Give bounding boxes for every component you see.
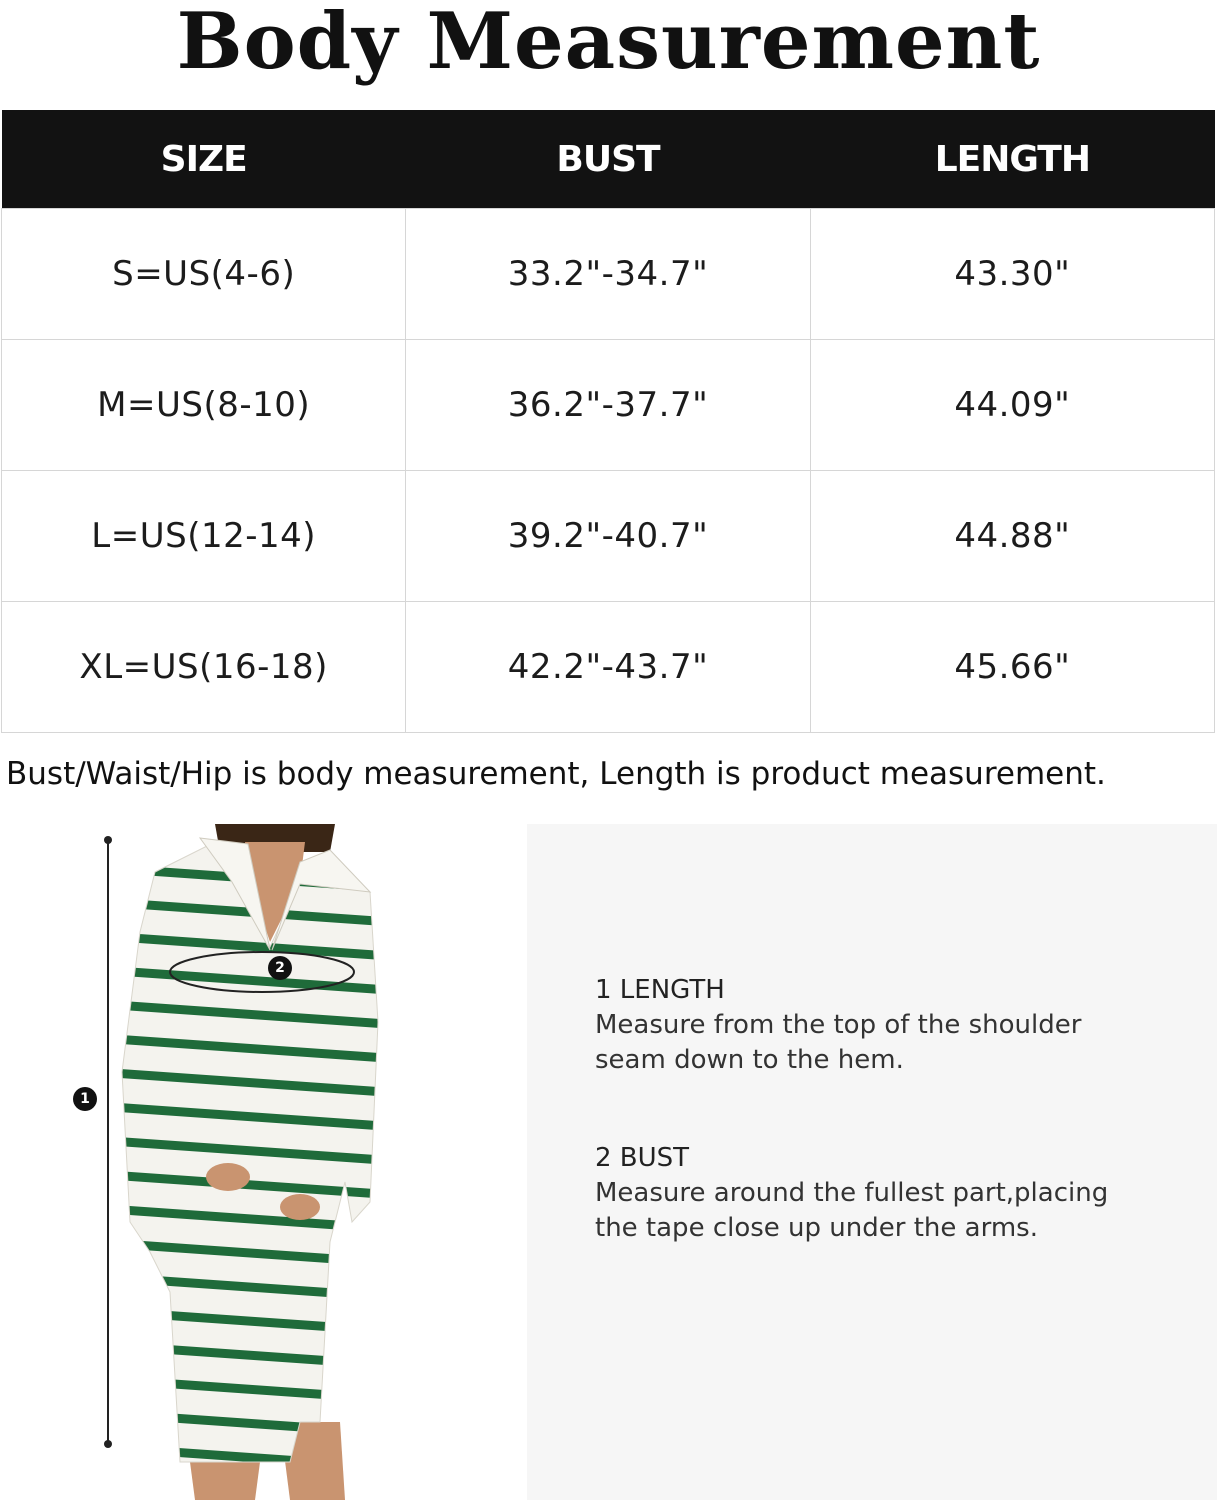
model-photo bbox=[0, 822, 520, 1500]
bust-guide-line-2: the tape close up under the arms. bbox=[595, 1213, 1038, 1243]
table-row bbox=[2, 209, 1215, 340]
size-cell: L=US(12-14) bbox=[2, 471, 406, 602]
measurement-guide-panel bbox=[527, 824, 1217, 1500]
sweater-dress bbox=[122, 842, 378, 1462]
table-row bbox=[2, 602, 1215, 733]
size-chart-table bbox=[1, 110, 1215, 733]
left-hand bbox=[206, 1163, 250, 1191]
length-guide-line-2: seam down to the hem. bbox=[595, 1045, 904, 1075]
measurement-note: Bust/Waist/Hip is body measurement, Length is product measurement. bbox=[6, 756, 1106, 792]
header-bust: BUST bbox=[406, 110, 810, 209]
page-title: Body Measurement bbox=[176, 0, 1041, 87]
length-cell: 44.88" bbox=[810, 471, 1214, 602]
length-cell: 44.09" bbox=[810, 340, 1214, 471]
bust-guide-title: 2 BUST bbox=[595, 1143, 690, 1173]
length-guide-title: 1 LENGTH bbox=[595, 975, 725, 1005]
length-marker: 1 bbox=[73, 1087, 97, 1111]
bust-cell: 36.2"-37.7" bbox=[406, 340, 810, 471]
header-length: LENGTH bbox=[810, 110, 1214, 209]
size-cell: S=US(4-6) bbox=[2, 209, 406, 340]
header-size: SIZE bbox=[2, 110, 406, 209]
bust-marker: 2 bbox=[268, 956, 292, 980]
length-line-bottom-dot bbox=[104, 1440, 112, 1448]
right-hand bbox=[280, 1194, 320, 1220]
table-header-row bbox=[2, 110, 1215, 209]
bust-cell: 42.2"-43.7" bbox=[406, 602, 810, 733]
bust-cell: 39.2"-40.7" bbox=[406, 471, 810, 602]
size-cell: XL=US(16-18) bbox=[2, 602, 406, 733]
size-cell: M=US(8-10) bbox=[2, 340, 406, 471]
length-guide bbox=[595, 972, 1155, 1078]
striped-sweater-dress-illustration bbox=[0, 822, 520, 1500]
table-row bbox=[2, 471, 1215, 602]
length-cell: 43.30" bbox=[810, 209, 1214, 340]
bust-guide-line-1: Measure around the fullest part,placing bbox=[595, 1178, 1109, 1208]
legs-skin bbox=[190, 1462, 260, 1500]
bust-cell: 33.2"-34.7" bbox=[406, 209, 810, 340]
length-guide-line-1: Measure from the top of the shoulder bbox=[595, 1010, 1082, 1040]
bust-guide bbox=[595, 1140, 1155, 1246]
table-row bbox=[2, 340, 1215, 471]
length-line-top-dot bbox=[104, 836, 112, 844]
length-cell: 45.66" bbox=[810, 602, 1214, 733]
